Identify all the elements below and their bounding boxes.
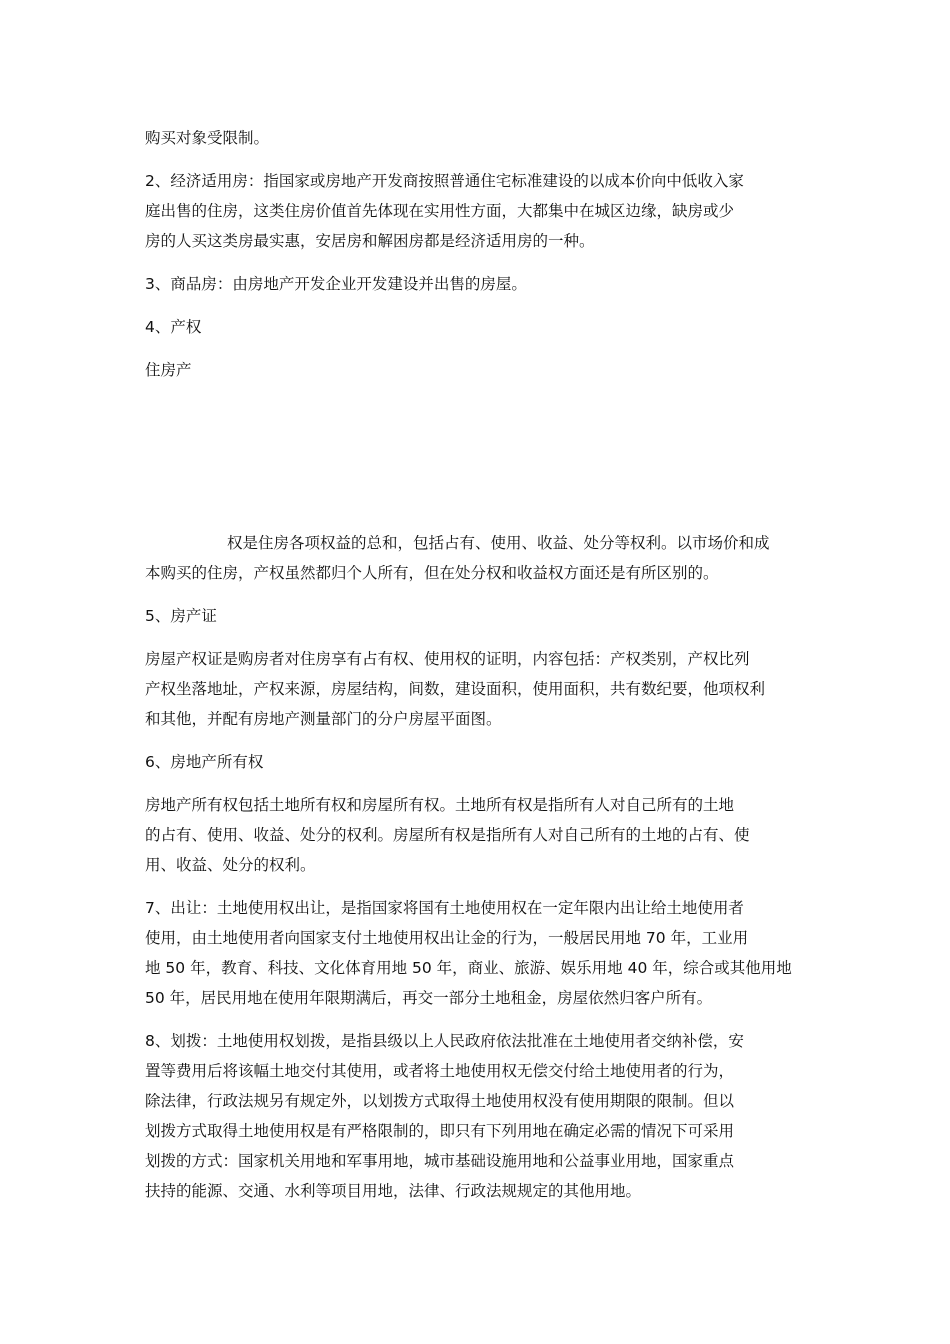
text-line: 除法律，行政法规另有规定外，以划拨方式取得土地使用权没有使用期限的限制。但以	[145, 1092, 735, 1110]
text-line: 7、出让：土地使用权出让，是指国家将国有土地使用权在一定年限内出让给土地使用者	[145, 899, 744, 917]
text-line: 产权坐落地址，产权来源，房屋结构，间数，建设面积，使用面积，共有数纪要，他项权利	[145, 680, 766, 698]
text-line: 房屋产权证是购房者对住房享有占有权、使用权的证明，内容包括：产权类别，产权比列	[145, 650, 750, 668]
text-line: 房的人买这类房最实惠，安居房和解困房都是经济适用房的一种。	[145, 232, 595, 250]
text-line: 房地产所有权包括土地所有权和房屋所有权。土地所有权是指所有人对自己所有的土地	[145, 796, 735, 814]
text-line: 权是住房各项权益的总和，包括占有、使用、收益、处分等权利。以市场价和成	[227, 534, 770, 552]
text-line: 划拨的方式：国家机关用地和军事用地，城市基础设施用地和公益事业用地，国家重点	[145, 1152, 735, 1170]
text-line: 3、商品房：由房地产开发企业开发建设并出售的房屋。	[145, 275, 527, 293]
text-line: 购买对象受限制。	[145, 129, 270, 147]
text-line: 地 50 年，教育、科技、文化体育用地 50 年，商业、旅游、娱乐用地 40 年，综合或其他用地	[145, 959, 792, 977]
text-line: 扶持的能源、交通、水利等项目用地，法律、行政法规规定的其他用地。	[145, 1182, 642, 1200]
text-line: 用、收益、处分的权利。	[145, 856, 316, 874]
text-line: 4、产权	[145, 318, 202, 336]
text-line: 50 年，居民用地在使用年限期满后，再交一部分土地租金，房屋依然归客户所有。	[145, 989, 713, 1007]
text-line: 住房产	[145, 361, 192, 379]
text-line: 的占有、使用、收益、处分的权利。房屋所有权是指所有人对自己所有的土地的占有、使	[145, 826, 750, 844]
text-line: 使用，由土地使用者向国家支付土地使用权出让金的行为，一般居民用地 70 年，工业用	[145, 929, 749, 947]
text-line: 6、房地产所有权	[145, 753, 264, 771]
text-line: 和其他，并配有房地产测量部门的分户房屋平面图。	[145, 710, 502, 728]
text-line: 2、经济适用房：指国家或房地产开发商按照普通住宅标准建设的以成本价向中低收入家	[145, 172, 744, 190]
text-line: 5、房产证	[145, 607, 217, 625]
text-line: 本购买的住房，产权虽然都归个人所有，但在处分权和收益权方面还是有所区别的。	[145, 564, 719, 582]
text-line: 8、划拨：土地使用权划拨，是指县级以上人民政府依法批准在土地使用者交纳补偿，安	[145, 1032, 744, 1050]
text-line: 置等费用后将该幅土地交付其使用，或者将土地使用权无偿交付给土地使用者的行为，	[145, 1062, 735, 1080]
text-line: 划拨方式取得土地使用权是有严格限制的，即只有下列用地在确定必需的情况下可采用	[145, 1122, 735, 1140]
text-line: 庭出售的住房，这类住房价值首先体现在实用性方面，大都集中在城区边缘，缺房或少	[145, 202, 735, 220]
